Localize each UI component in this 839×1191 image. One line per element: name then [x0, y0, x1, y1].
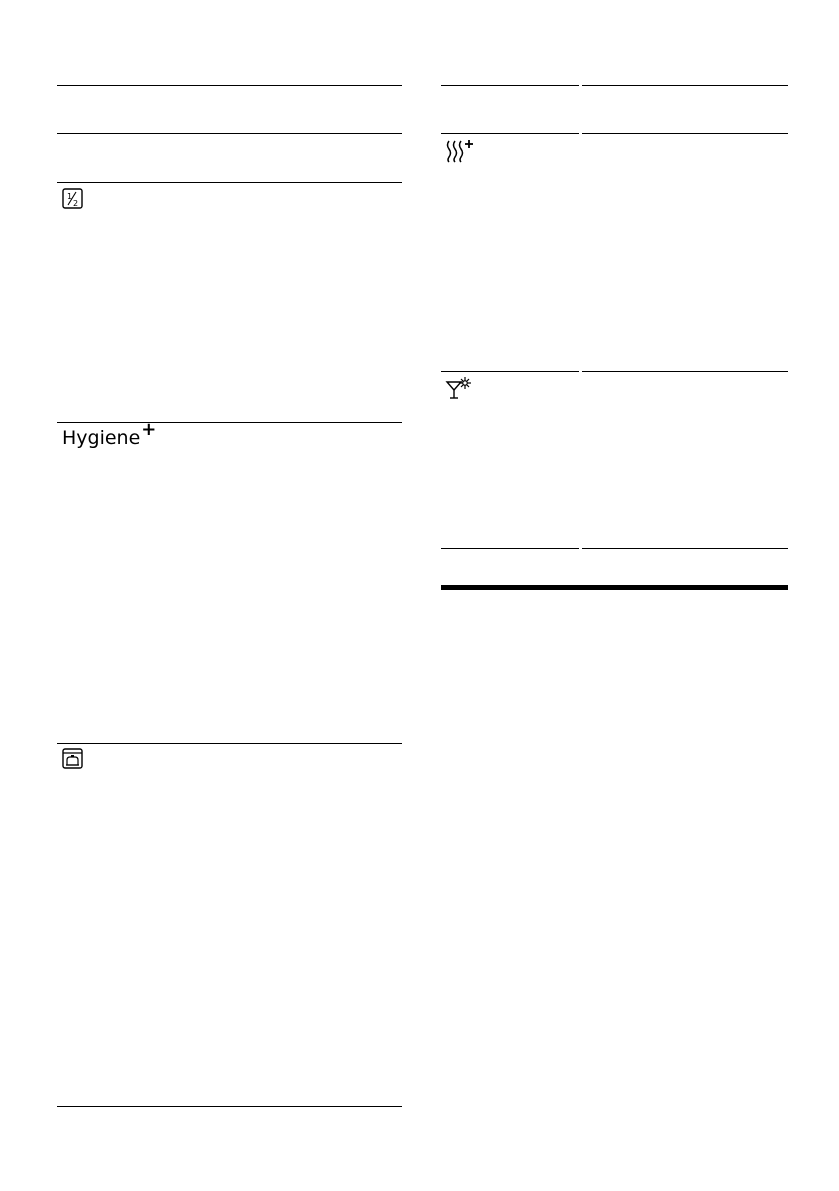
right-row-3-rule-b [582, 548, 788, 549]
svg-text:2: 2 [73, 199, 79, 208]
right-row-2-rule-b [582, 371, 788, 372]
glass-shine-icon [445, 376, 473, 402]
right-header-rule-a [441, 133, 579, 134]
half-load-icon [62, 188, 83, 209]
machine-care-icon [62, 748, 83, 769]
hygiene-plus-label [62, 419, 157, 450]
right-header-rule-b [582, 133, 788, 134]
right-table-end-rule [441, 585, 788, 590]
left-header-rule [57, 133, 402, 134]
hygiene-text: Hygiene [62, 427, 141, 449]
left-table-bottom-rule [57, 1106, 402, 1107]
left-row-1-rule [57, 182, 402, 183]
intensive-zone-plus-icon [445, 138, 475, 164]
left-row-2-rule [57, 422, 402, 423]
svg-text:1: 1 [67, 192, 73, 201]
hygiene-superscript: + [141, 419, 157, 440]
left-header-top-rule [57, 85, 402, 86]
left-row-3-rule [57, 743, 402, 744]
right-row-2-rule-a [441, 371, 579, 372]
right-row-3-rule-a [441, 548, 579, 549]
right-header-top-rule-b [582, 85, 788, 86]
right-header-top-rule-a [441, 85, 579, 86]
